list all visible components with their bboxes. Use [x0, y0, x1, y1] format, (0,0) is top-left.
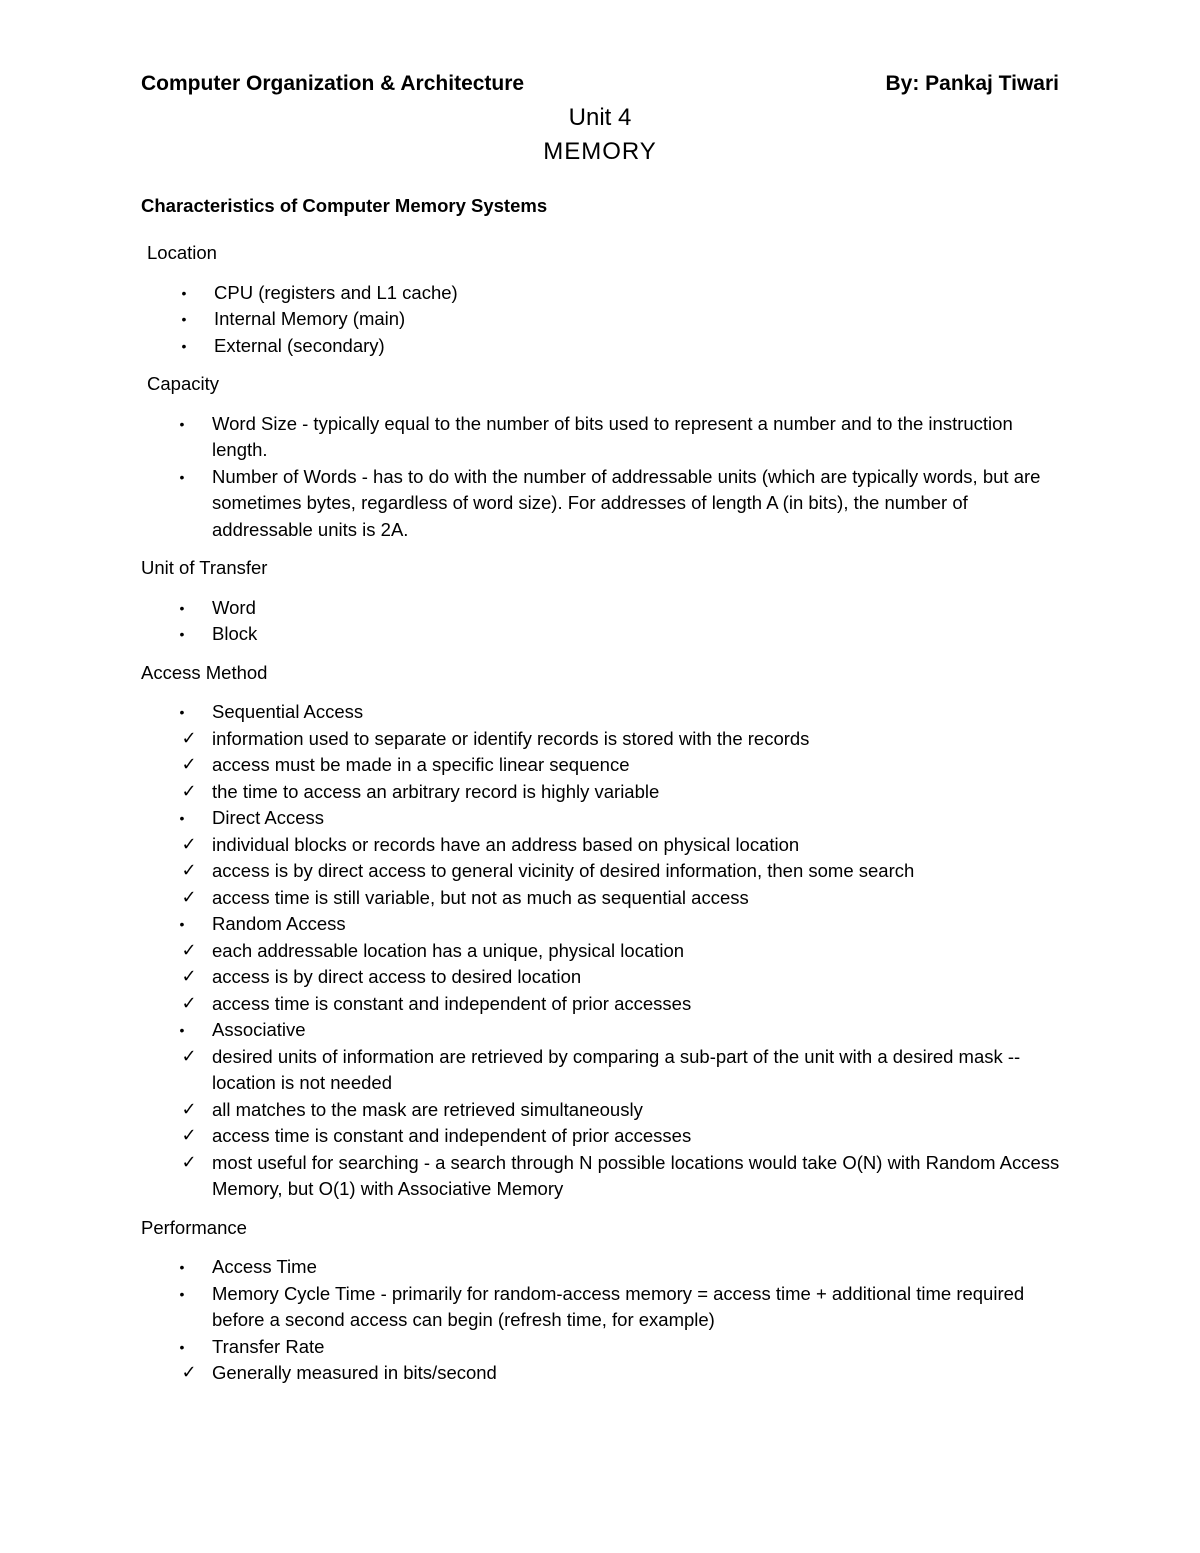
- checklist-item: [141, 991, 1071, 1018]
- section-label-access: Access Method: [141, 661, 268, 683]
- list-item-text: Block: [212, 623, 258, 644]
- list-item-text: External (secondary): [214, 334, 385, 356]
- list-item: [141, 1017, 1071, 1044]
- list-item-text: Word Size - typically equal to the number of bits used to represent a number and to the instruction length.: [212, 412, 1013, 460]
- list-item-text: each addressable location has a unique, physical location: [212, 939, 685, 961]
- list-item-text: access time is constant and independent of prior accesses: [212, 992, 692, 1014]
- list-item-text: Memory Cycle Time - primarily for random-access memory = access time + additional time required before a second access can begin (refresh time, for example): [212, 1282, 1025, 1330]
- location-list: [141, 280, 1071, 360]
- checkmark-icon: ✓: [181, 1362, 197, 1383]
- bullet-icon: •: [179, 1338, 185, 1355]
- list-item-text: most useful for searching - a search through N possible locations would take O(N) with Random Access Memory, but O(1) with Associative Memory: [212, 1151, 1060, 1199]
- bullet-icon: •: [179, 415, 185, 432]
- list-item: [141, 911, 1071, 938]
- bullet-icon: •: [181, 337, 187, 354]
- checklist-item: [141, 832, 1071, 859]
- list-item: [141, 333, 1071, 360]
- bullet-icon: •: [181, 284, 187, 301]
- section-performance: [141, 1215, 1071, 1387]
- section-location: [141, 240, 1071, 359]
- transfer-list: [141, 595, 1071, 648]
- bullet-icon: •: [179, 1285, 185, 1302]
- checkmark-icon: ✓: [181, 780, 197, 802]
- list-item: [141, 699, 1071, 726]
- list-item: [141, 805, 1071, 832]
- list-item-text: CPU (registers and L1 cache): [214, 281, 458, 303]
- checklist-item: [141, 1097, 1071, 1124]
- checklist-item: [141, 1044, 1071, 1097]
- section-capacity: [141, 371, 1071, 543]
- checkmark-icon: ✓: [181, 1045, 197, 1067]
- checklist-item: [141, 964, 1071, 991]
- list-item-text: Direct Access: [212, 807, 325, 828]
- list-item-text: Number of Words - has to do with the number of addressable units (which are typically words, but are sometimes bytes, regardless of word size). For addresses of length A (in bits), the number of addressable units is 2A.: [212, 465, 1041, 540]
- list-item-text: access time is still variable, but not as much as sequential access: [212, 886, 749, 908]
- list-item-text: individual blocks or records have an address based on physical location: [212, 833, 800, 855]
- checklist-item: [141, 1150, 1071, 1203]
- checklist-item: [141, 1360, 1071, 1387]
- checklist-item: [141, 726, 1071, 753]
- checklist-item: [141, 885, 1071, 912]
- checkmark-icon: ✓: [181, 860, 197, 881]
- section-unit-of-transfer: [141, 555, 1071, 648]
- list-item: [141, 621, 1071, 648]
- checklist-item: [141, 1123, 1071, 1150]
- list-item-text: Word: [212, 596, 256, 618]
- list-item-text: Transfer Rate: [212, 1335, 325, 1357]
- bullet-icon: •: [179, 599, 185, 616]
- access-method-list: [141, 699, 1071, 1203]
- checkmark-icon: ✓: [181, 886, 197, 908]
- bullet-icon: •: [179, 916, 185, 932]
- section-access-method: [141, 660, 1071, 1203]
- document-body: [141, 240, 1071, 1399]
- checklist-item: [141, 752, 1071, 779]
- checkmark-icon: ✓: [181, 1151, 197, 1173]
- checklist-item: [141, 779, 1071, 806]
- course-title: Computer Organization & Architecture: [141, 72, 525, 95]
- checkmark-icon: ✓: [181, 727, 197, 749]
- list-item-text: access is by direct access to desired location: [212, 966, 582, 987]
- list-item-text: access is by direct access to general vicinity of desired information, then some search: [212, 860, 915, 881]
- list-item-text: information used to separate or identify records is stored with the records: [212, 727, 810, 749]
- section-label-performance: Performance: [141, 1216, 247, 1238]
- list-item: [141, 280, 1071, 307]
- unit-title: Unit 4: [568, 104, 632, 131]
- bullet-icon: •: [179, 704, 185, 720]
- list-item-text: Sequential Access: [212, 701, 364, 722]
- list-item-text: access time is constant and independent of prior accesses: [212, 1125, 692, 1146]
- section-label-location: Location: [147, 242, 217, 263]
- bullet-icon: •: [179, 810, 185, 826]
- bullet-icon: •: [179, 468, 185, 485]
- checkmark-icon: ✓: [181, 966, 197, 987]
- topic-title: MEMORY: [543, 138, 657, 165]
- list-item: [141, 411, 1071, 464]
- list-item: [141, 1254, 1071, 1281]
- list-item: [141, 595, 1071, 622]
- checkmark-icon: ✓: [181, 833, 197, 855]
- bullet-icon: •: [179, 1022, 185, 1038]
- list-item: [141, 464, 1071, 544]
- list-item-text: all matches to the mask are retrieved simultaneously: [212, 1098, 643, 1120]
- section-label-capacity: Capacity: [147, 373, 219, 394]
- list-item-text: Associative: [212, 1019, 306, 1040]
- bullet-icon: •: [179, 1259, 185, 1275]
- page-header: [141, 72, 1059, 102]
- checkmark-icon: ✓: [181, 754, 197, 775]
- checkmark-icon: ✓: [181, 1098, 197, 1120]
- checkmark-icon: ✓: [181, 1125, 197, 1146]
- list-item-text: Generally measured in bits/second: [212, 1362, 497, 1383]
- bullet-icon: •: [179, 626, 185, 642]
- checkmark-icon: ✓: [181, 939, 197, 961]
- checklist-item: [141, 858, 1071, 885]
- list-item-text: Access Time: [212, 1256, 317, 1277]
- list-item: [141, 1281, 1071, 1334]
- list-item: [141, 306, 1071, 333]
- performance-list: [141, 1254, 1071, 1387]
- list-item-text: Random Access: [212, 913, 346, 934]
- author-name: By: Pankaj Tiwari: [885, 72, 1059, 95]
- list-item: [141, 1334, 1071, 1361]
- list-item-text: the time to access an arbitrary record is highly variable: [212, 780, 660, 802]
- capacity-list: [141, 411, 1071, 544]
- bullet-icon: •: [181, 311, 187, 327]
- section-label-transfer: Unit of Transfer: [141, 557, 268, 578]
- list-item-text: Internal Memory (main): [214, 308, 406, 329]
- checklist-item: [141, 938, 1071, 965]
- checkmark-icon: ✓: [181, 992, 197, 1014]
- list-item-text: desired units of information are retrieved by comparing a sub-part of the unit with a desired mask -- location is not needed: [212, 1045, 1021, 1093]
- section-heading: Characteristics of Computer Memory Systems: [141, 195, 548, 216]
- list-item-text: access must be made in a specific linear sequence: [212, 754, 630, 775]
